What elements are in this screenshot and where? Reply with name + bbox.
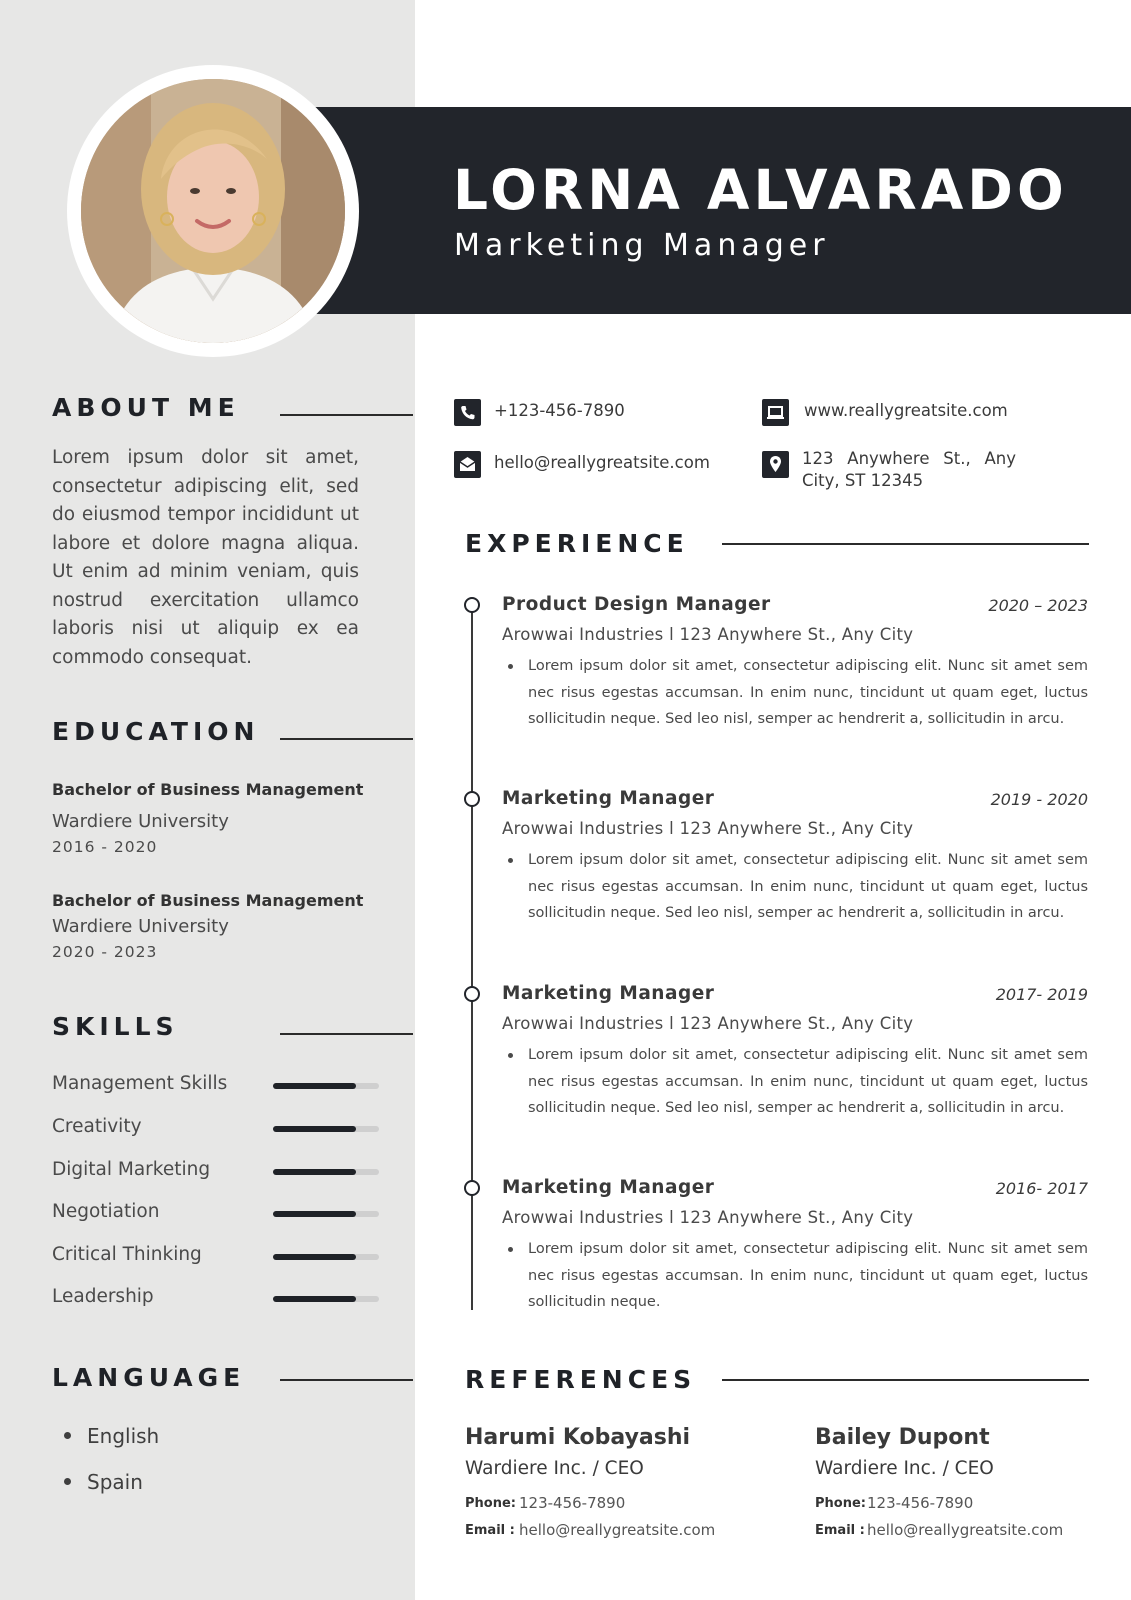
- phone-number[interactable]: +123-456-7890: [494, 401, 625, 420]
- timeline-line: [471, 603, 473, 1310]
- job-date: 2020 – 2023: [988, 596, 1088, 615]
- bullet-icon: [508, 664, 513, 669]
- education-degree: Bachelor of Business Management: [52, 891, 364, 910]
- job-description: Lorem ipsum dolor sit amet, consectetur adipiscing elit. Nunc sit amet sem nec risus egestas accumsan. In enim nunc, tincidunt ut quam eget, luctus sollicitudin neque.: [528, 1241, 1088, 1310]
- reference-phone-label: Phone:: [815, 1496, 866, 1511]
- about-text: Lorem ipsum dolor sit amet, consectetur adipiscing elit, sed do eiusmod tempor incididunt ut labore et dolore magna aliqua. Ut enim ad minim veniam, quis nostrud exercitation ullamco laboris nisi ut aliquip ex ea commodo consequat.: [52, 447, 359, 668]
- reference-company: Wardiere Inc. / CEO: [465, 1458, 644, 1479]
- reference-company: Wardiere Inc. / CEO: [815, 1458, 994, 1479]
- full-name: LORNA ALVARADO: [453, 158, 1068, 222]
- timeline-dot: [464, 597, 480, 613]
- skill-bar: [273, 1083, 379, 1089]
- profile-photo: [81, 79, 345, 343]
- skill-bar-fill: [273, 1126, 356, 1132]
- job-title: Marketing Manager: [454, 228, 830, 263]
- reference-email[interactable]: hello@reallygreatsite.com: [867, 1521, 1064, 1539]
- job-description: Lorem ipsum dolor sit amet, consectetur adipiscing elit. Nunc sit amet sem nec risus egestas accumsan. In enim nunc, tincidunt ut quam eget, luctus sollicitudin neque. Sed leo nisl, semper ac hendrerit a, sollicitudin in arcu.: [528, 1047, 1088, 1116]
- location-pin-icon: [762, 451, 789, 478]
- language-item: [64, 1470, 143, 1494]
- skill-name: Leadership: [52, 1286, 154, 1307]
- job-position: Marketing Manager: [502, 788, 715, 809]
- reference-phone-label: Phone:: [465, 1496, 516, 1511]
- education-heading: EDUCATION: [52, 717, 260, 746]
- experience-divider: [722, 543, 1089, 545]
- bullet-icon: [508, 1247, 513, 1252]
- timeline-dot: [464, 1180, 480, 1196]
- timeline-dot: [464, 791, 480, 807]
- job-description: Lorem ipsum dolor sit amet, consectetur adipiscing elit. Nunc sit amet sem nec risus egestas accumsan. In enim nunc, tincidunt ut quam eget, luctus sollicitudin neque. Sed leo nisl, semper ac hendrerit a, sollicitudin in arcu.: [528, 658, 1088, 727]
- job-position: Product Design Manager: [502, 594, 771, 615]
- reference-phone[interactable]: 123-456-7890: [867, 1494, 974, 1512]
- address-part: St.,: [943, 449, 971, 468]
- address-line: City, ST 12345: [802, 471, 924, 490]
- job-date: 2016- 2017: [995, 1179, 1088, 1198]
- job-company: Arowwai Industries l 123 Anywhere St., Any City: [502, 819, 914, 838]
- skill-bar-fill: [273, 1169, 356, 1175]
- website-link[interactable]: www.reallygreatsite.com: [804, 401, 1008, 420]
- job-date: 2017- 2019: [995, 985, 1088, 1004]
- skill-bar: [273, 1169, 379, 1175]
- skill-bar: [273, 1126, 379, 1132]
- phone-icon: [454, 399, 481, 426]
- job-position: Marketing Manager: [502, 1177, 715, 1198]
- address-part: Anywhere: [847, 449, 930, 468]
- skill-bar-fill: [273, 1296, 356, 1302]
- skill-bar-fill: [273, 1254, 356, 1260]
- reference-email-label: Email :: [815, 1523, 865, 1538]
- email-link[interactable]: hello@reallygreatsite.com: [494, 453, 710, 472]
- education-divider: [280, 738, 413, 740]
- language-name: Spain: [87, 1470, 143, 1494]
- language-heading: LANGUAGE: [52, 1363, 246, 1392]
- skill-bar: [273, 1254, 379, 1260]
- references-heading: REFERENCES: [465, 1365, 697, 1394]
- reference-email[interactable]: hello@reallygreatsite.com: [519, 1521, 716, 1539]
- about-heading: ABOUT ME: [52, 393, 240, 422]
- education-degree: Bachelor of Business Management: [52, 780, 364, 799]
- skill-bar: [273, 1211, 379, 1217]
- bullet-icon: [64, 1432, 71, 1439]
- skill-bar-fill: [273, 1083, 356, 1089]
- skill-name: Critical Thinking: [52, 1244, 202, 1265]
- job-company: Arowwai Industries l 123 Anywhere St., Any City: [502, 1014, 914, 1033]
- job-position: Marketing Manager: [502, 983, 715, 1004]
- reference-email-label: Email :: [465, 1523, 515, 1538]
- laptop-icon: [762, 399, 789, 426]
- references-divider: [722, 1379, 1089, 1381]
- reference-phone[interactable]: 123-456-7890: [519, 1494, 626, 1512]
- language-divider: [280, 1379, 413, 1381]
- skill-name: Digital Marketing: [52, 1159, 211, 1180]
- about-divider: [280, 414, 413, 416]
- skill-name: Negotiation: [52, 1201, 160, 1222]
- skills-heading: SKILLS: [52, 1012, 179, 1041]
- education-years: 2020 - 2023: [52, 943, 158, 961]
- education-years: 2016 - 2020: [52, 838, 158, 856]
- language-name: English: [87, 1424, 160, 1448]
- job-date: 2019 - 2020: [990, 790, 1088, 809]
- bullet-icon: [508, 858, 513, 863]
- job-description: Lorem ipsum dolor sit amet, consectetur adipiscing elit. Nunc sit amet sem nec risus egestas accumsan. In enim nunc, tincidunt ut quam eget, luctus sollicitudin neque. Sed leo nisl, semper ac hendrerit a, sollicitudin in arcu.: [528, 852, 1088, 921]
- skills-divider: [280, 1033, 413, 1035]
- address-part: Any: [984, 449, 1016, 468]
- timeline-dot: [464, 986, 480, 1002]
- reference-name: Harumi Kobayashi: [465, 1425, 691, 1450]
- bullet-icon: [64, 1478, 71, 1485]
- envelope-icon: [454, 451, 481, 478]
- address: [802, 448, 1016, 492]
- education-school: Wardiere University: [52, 811, 229, 832]
- reference-name: Bailey Dupont: [815, 1425, 990, 1450]
- skill-name: Management Skills: [52, 1073, 228, 1094]
- language-item: [64, 1424, 159, 1448]
- skill-bar: [273, 1296, 379, 1302]
- job-company: Arowwai Industries l 123 Anywhere St., Any City: [502, 625, 914, 644]
- education-school: Wardiere University: [52, 916, 229, 937]
- bullet-icon: [508, 1053, 513, 1058]
- skill-name: Creativity: [52, 1116, 142, 1137]
- job-company: Arowwai Industries l 123 Anywhere St., Any City: [502, 1208, 914, 1227]
- address-part: 123: [802, 449, 834, 468]
- skill-bar-fill: [273, 1211, 356, 1217]
- experience-heading: EXPERIENCE: [465, 529, 689, 558]
